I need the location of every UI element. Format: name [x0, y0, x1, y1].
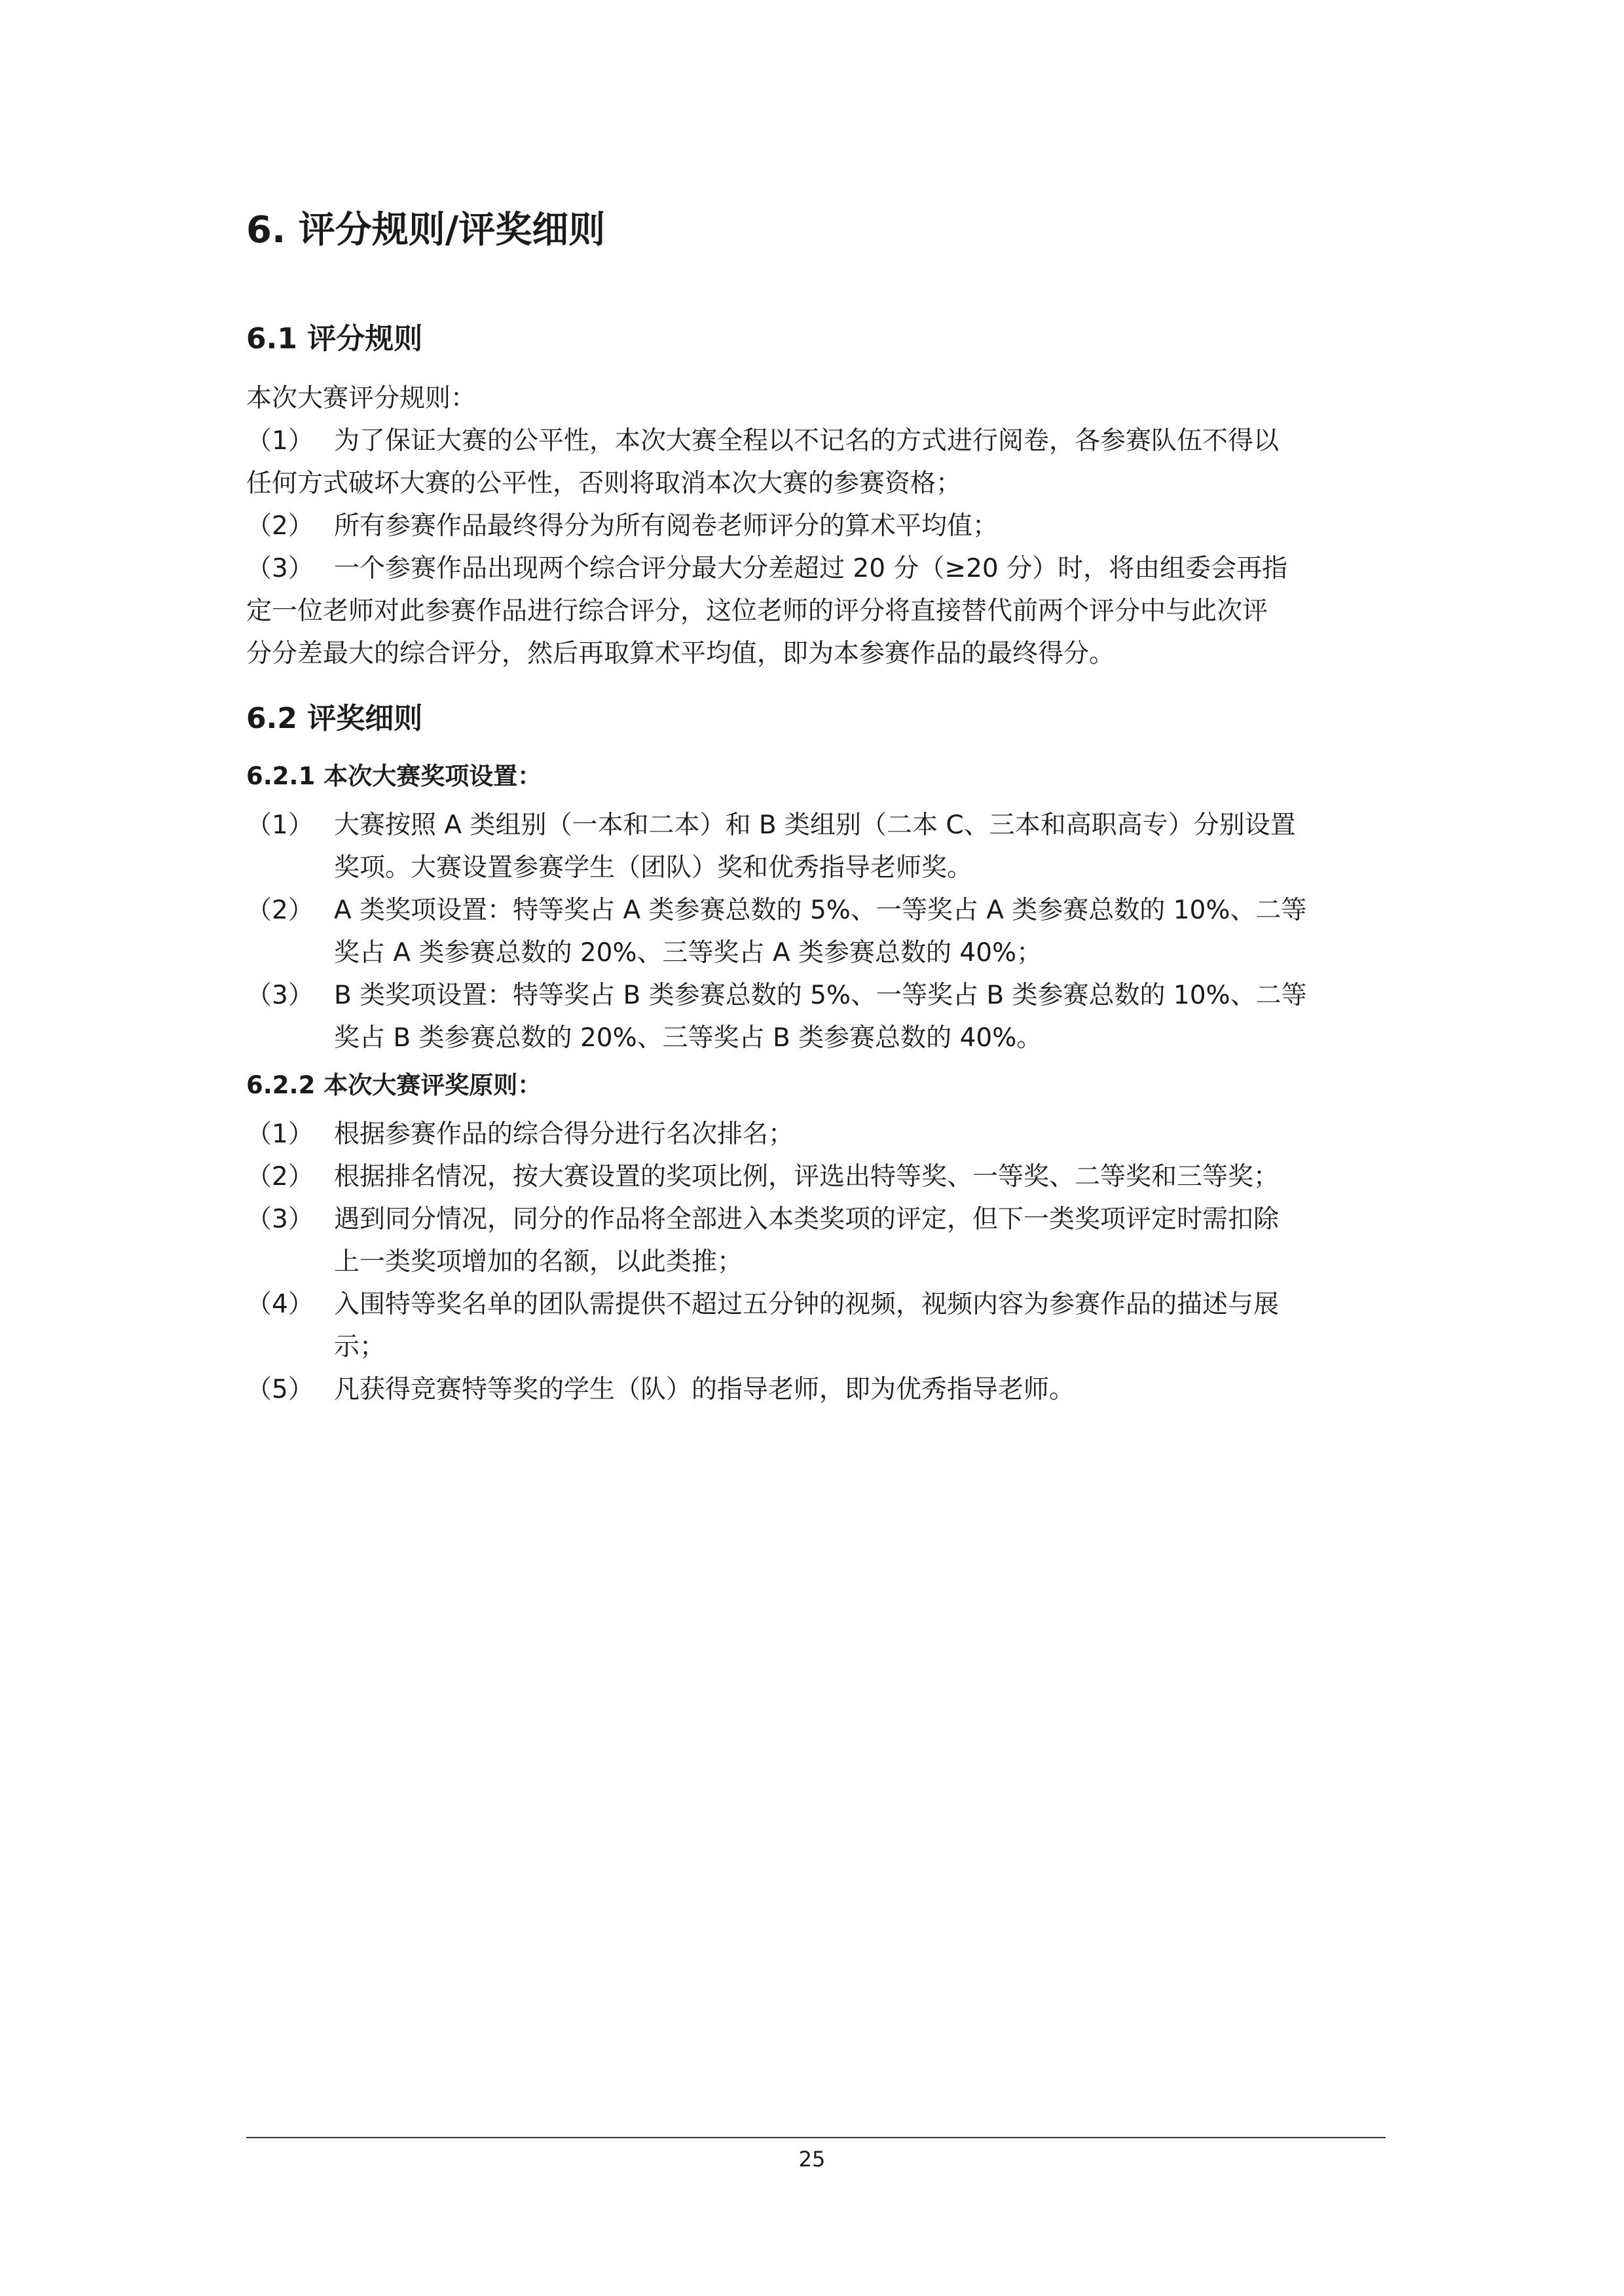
- list-item: [246, 505, 1386, 547]
- subsection-heading-scoring-rules: 6.1 评分规则: [246, 322, 423, 355]
- list-item-number: （4）: [246, 1290, 314, 1319]
- list-item-text: 为了保证大赛的公平性，本次大赛全程以不记名的方式进行阅卷，各参赛队伍不得以: [334, 426, 1280, 456]
- subsubsection-heading-award-principles: 6.2.2 本次大赛评奖原则：: [246, 1071, 542, 1099]
- list-item: [246, 420, 1386, 505]
- scoring-rules-intro: 本次大赛评分规则：: [246, 384, 477, 413]
- list-item-number: （3）: [246, 981, 314, 1010]
- scoring-rules-list: [246, 420, 1386, 675]
- list-item-text: 入围特等奖名单的团队需提供不超过五分钟的视频，视频内容为参赛作品的描述与展: [334, 1290, 1280, 1319]
- list-item-number: （3）: [246, 554, 314, 583]
- list-item-number: （2）: [246, 896, 314, 925]
- list-item-text: 奖项。大赛设置参赛学生（团队）奖和优秀指导老师奖。: [334, 853, 973, 883]
- list-item: [246, 1156, 1386, 1198]
- list-item: [246, 804, 1386, 889]
- list-item-number: （2）: [246, 511, 314, 541]
- list-item-text: 示；: [334, 1332, 386, 1362]
- list-item-number: （2）: [246, 1162, 314, 1192]
- award-settings-list: [246, 804, 1386, 1059]
- footer-divider: [246, 2137, 1386, 2138]
- list-item-number: （1）: [246, 811, 314, 840]
- list-item: [246, 1368, 1386, 1411]
- list-item: [246, 1113, 1386, 1156]
- list-item-text: A 类奖项设置：特等奖占 A 类参赛总数的 5%、一等奖占 A 类参赛总数的 10%、二等: [334, 896, 1307, 925]
- list-item-text: 分分差最大的综合评分，然后再取算术平均值，即为本参赛作品的最终得分。: [246, 639, 1115, 668]
- list-item: [246, 974, 1386, 1059]
- page-number: 25: [798, 2147, 826, 2172]
- list-item-text: 根据排名情况，按大赛设置的奖项比例，评选出特等奖、一等奖、二等奖和三等奖；: [334, 1162, 1280, 1192]
- list-item-text: 所有参赛作品最终得分为所有阅卷老师评分的算术平均值；: [334, 511, 999, 541]
- subsubsection-heading-award-settings: 6.2.1 本次大赛奖项设置：: [246, 762, 542, 790]
- list-item: [246, 547, 1386, 675]
- subsection-heading-award-rules: 6.2 评奖细则: [246, 702, 423, 735]
- list-item-text: 上一类奖项增加的名额，以此类推；: [334, 1247, 743, 1277]
- list-item: [246, 1283, 1386, 1368]
- list-item-text: 遇到同分情况，同分的作品将全部进入本类奖项的评定，但下一类奖项评定时需扣除: [334, 1205, 1280, 1234]
- list-item: [246, 1198, 1386, 1283]
- section-heading: 6. 评分规则/评奖细则: [246, 209, 606, 251]
- list-item-text: 根据参赛作品的综合得分进行名次排名；: [334, 1120, 794, 1149]
- list-item-text: 一个参赛作品出现两个综合评分最大分差超过 20 分（≥20 分）时，将由组委会再指: [334, 554, 1288, 583]
- list-item-text: 大赛按照 A 类组别（一本和二本）和 B 类组别（二本 C、三本和高职高专）分别设置: [334, 811, 1296, 840]
- list-item-text: 凡获得竞赛特等奖的学生（队）的指导老师，即为优秀指导老师。: [334, 1375, 1075, 1404]
- list-item-text: 定一位老师对此参赛作品进行综合评分，这位老师的评分将直接替代前两个评分中与此次评: [246, 596, 1268, 626]
- list-item-text: 奖占 B 类参赛总数的 20%、三等奖占 B 类参赛总数的 40%。: [334, 1023, 1043, 1053]
- list-item-number: （3）: [246, 1205, 314, 1234]
- list-item-number: （1）: [246, 1120, 314, 1149]
- award-principles-list: [246, 1113, 1386, 1411]
- list-item-text: 奖占 A 类参赛总数的 20%、三等奖占 A 类参赛总数的 40%；: [334, 938, 1043, 968]
- list-item-text: B 类奖项设置：特等奖占 B 类参赛总数的 5%、一等奖占 B 类参赛总数的 10%、二等: [334, 981, 1307, 1010]
- list-item-number: （1）: [246, 426, 314, 456]
- list-item-number: （5）: [246, 1375, 314, 1404]
- list-item-text: 任何方式破坏大赛的公平性，否则将取消本次大赛的参赛资格；: [246, 469, 962, 498]
- list-item: [246, 889, 1386, 974]
